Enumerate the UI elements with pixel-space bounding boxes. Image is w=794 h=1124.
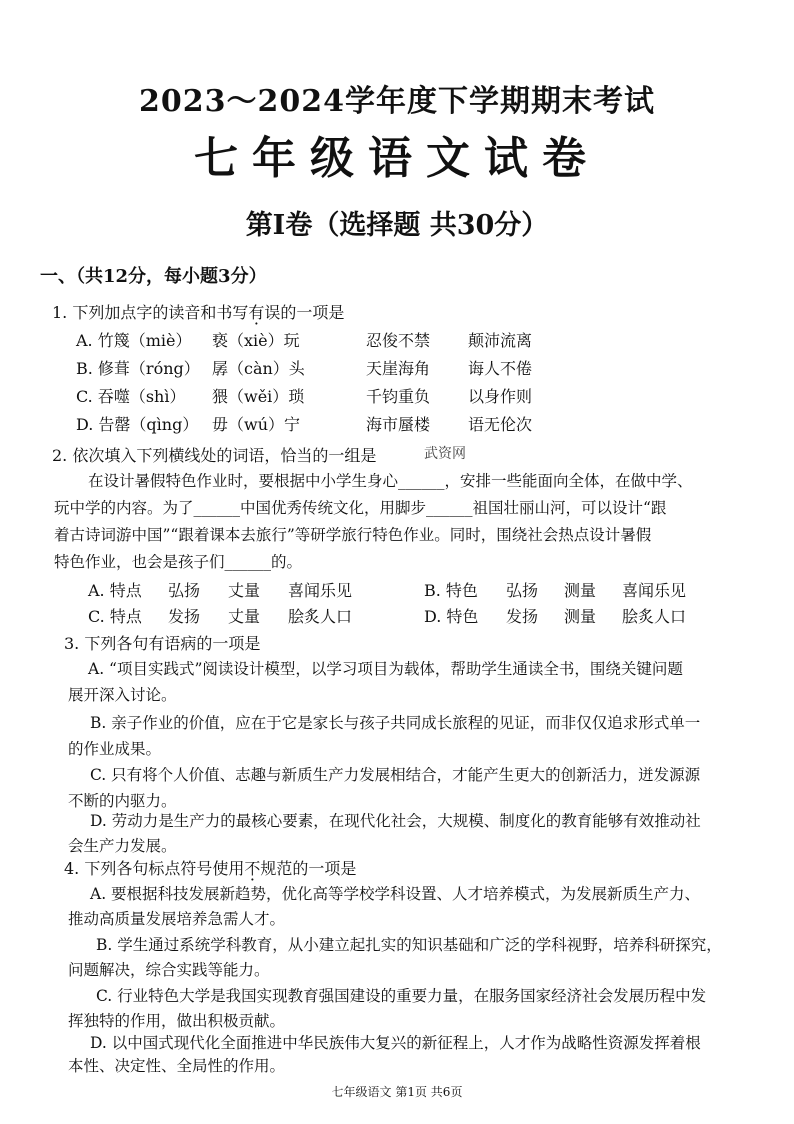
q2-option-a: A. 特点 — [88, 581, 142, 600]
question-3-stem: 3. 下列各句有语病的一项是 — [64, 634, 261, 653]
q4-option-a-line1: A. 要根据科技发展新趋势，优化高等学校学科设置、人才培养模式，为发展新质生产力、 — [90, 885, 701, 903]
q4-option-b-line2: 问题解决，综合实践等能力。 — [68, 961, 270, 979]
q4-option-d-line2: 本性、决定性、全局性的作用。 — [68, 1057, 286, 1075]
question-4-stem: 4. 下列各句标点符号使用不规范的一项是 — [64, 859, 357, 878]
exam-term-title: 2023～2024学年度下学期期末考试 — [139, 84, 655, 119]
question-1-options — [76, 328, 736, 438]
q4-option-a-line2: 推动高质量发展培养急需人才。 — [68, 910, 286, 928]
q2-option-d: D. 特色 — [424, 607, 479, 626]
emphasis-dot-char: 不 — [244, 859, 261, 878]
q2-option-row: C. 特点 发扬 丈量 脍炙人口 D. 特色 发扬 测量 脍炙人口 — [88, 604, 728, 628]
volume-heading: 第Ⅰ卷（选择题 共30分） — [245, 210, 549, 241]
q2-passage-line: 玩中学的内容。为了______中国优秀传统文化，用脚步______祖国壮丽山河，可以设计“跟 — [54, 499, 667, 517]
q3-option-d-line1: D. 劳动力是生产力的最核心要素，在现代化社会，大规模、制度化的教育能够有效推动社 — [90, 812, 701, 830]
q3-option-c-line2: 不断的内驱力。 — [68, 792, 177, 810]
question-1-stem: 1. 下列加点字的读音和书写有误的一项是 — [52, 303, 345, 322]
q2-passage-line: 在设计暑假特色作业时，要根据中小学生身心______，安排一些能面向全体，在做中学、 — [88, 472, 693, 490]
q3-option-d-line2: 会生产力发展。 — [68, 837, 177, 855]
q2-option-c: C. 特点 — [88, 607, 142, 626]
q2-passage-line: 特色作业，也会是孩子们______的。 — [54, 553, 303, 571]
q3-option-b-line1: B. 亲子作业的价值，应在于它是家长与孩子共同成长旅程的见证，而非仅仅追求形式单一 — [90, 714, 701, 732]
emphasis-dot-char: 有 — [248, 303, 265, 322]
question-2-options — [88, 578, 728, 630]
watermark-text: 武资网 — [424, 446, 466, 462]
q4-option-b-line1: B. 学生通过系统学科教育，从小建立起扎实的知识基础和广泛的学科视野，培养科研探究， — [96, 936, 722, 954]
q4-option-d-line1: D. 以中国式现代化全面推进中华民族伟大复兴的新征程上，人才作为战略性资源发挥着根 — [90, 1034, 701, 1052]
page-footer: 七年级语文 第1页 共6页 — [331, 1085, 463, 1099]
q3-option-c-line1: C. 只有将个人价值、志趣与新质生产力发展相结合，才能产生更大的创新活力，迸发源源 — [90, 766, 701, 784]
q2-passage-line: 着古诗词游中国”“跟着课本去旅行”等研学旅行特色作业。同时，围绕社会热点设计暑假 — [54, 526, 652, 544]
section-heading: 一、（共12分，每小题3分） — [40, 266, 267, 287]
q2-option-b: B. 特色 — [424, 581, 478, 600]
q2-option-row: A. 特点 弘扬 丈量 喜闻乐见 B. 特色 弘扬 测量 喜闻乐见 — [88, 578, 728, 602]
q1-option-c: C. 吞噬（shì） 猥（wěi）琐 千钧重负 以身作则 — [76, 387, 533, 406]
q3-option-a-line2: 展开深入讨论。 — [68, 686, 177, 704]
exam-paper-title: 七年级语文试卷 — [194, 133, 600, 184]
q3-option-b-line2: 的作业成果。 — [68, 740, 162, 758]
q3-option-a-line1: A. “项目实践式”阅读设计模型，以学习项目为载体，帮助学生通读全书，围绕关键问题 — [88, 660, 683, 678]
q1-option-a: A. 竹篾（miè） 亵（xiè）玩 忍俊不禁 颠沛流离 — [76, 331, 533, 350]
q4-option-c-line1: C. 行业特色大学是我国实现教育强国建设的重要力量，在服务国家经济社会发展历程中发 — [96, 987, 707, 1005]
q4-option-c-line2: 挥独特的作用，做出积极贡献。 — [68, 1012, 286, 1030]
q1-option-d: D. 告罄（qìng） 毋（wú）宁 海市蜃楼 语无伦次 — [76, 415, 533, 434]
q1-option-b: B. 修葺（róng） 孱（càn）头 天崖海角 诲人不倦 — [76, 359, 533, 378]
question-2-stem: 2. 依次填入下列横线处的词语，恰当的一组是 — [52, 446, 377, 465]
